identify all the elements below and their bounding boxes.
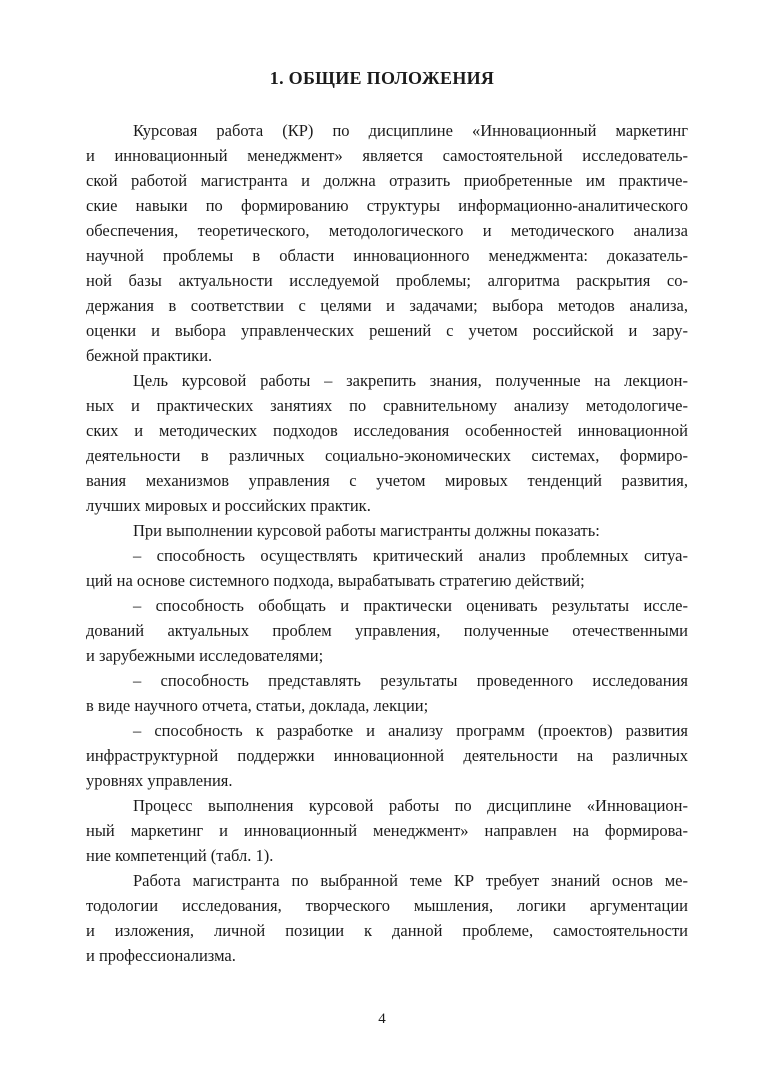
paragraph <box>86 593 688 668</box>
text-line: При выполнении курсовой работы магистранты должны показать: <box>133 521 600 540</box>
text-line: держания в соответствии с целями и задачами; выбора методов анализа, <box>86 296 688 315</box>
text-line: – способность осуществлять критический анализ проблемных ситуа- <box>133 546 688 565</box>
text-line: ской работой магистранта и должна отразить приобретенные им практиче- <box>86 171 688 190</box>
paragraph <box>86 668 688 718</box>
paragraph <box>86 718 688 793</box>
section-heading: 1. ОБЩИЕ ПОЛОЖЕНИЯ <box>269 68 495 88</box>
text-line: научной проблемы в области инновационного менеджмента: доказатель- <box>86 246 688 265</box>
text-line: ной базы актуальности исследуемой проблемы; алгоритма раскрытия со- <box>86 271 688 290</box>
text-line: Работа магистранта по выбранной теме КР требует знаний основ ме- <box>133 871 688 890</box>
text-line: ный маркетинг и инновационный менеджмент» направлен на формирова- <box>86 821 688 840</box>
paragraph <box>86 368 688 518</box>
text-line: Курсовая работа (КР) по дисциплине «Инновационный маркетинг <box>133 121 688 140</box>
document-body <box>86 118 688 968</box>
text-line: в виде научного отчета, статьи, доклада, лекции; <box>86 696 429 715</box>
text-line: обеспечения, теоретического, методологического и методического анализа <box>86 221 688 240</box>
text-line: Процесс выполнения курсовой работы по дисциплине «Инновацион- <box>133 796 688 815</box>
text-line: и инновационный менеджмент» является самостоятельной исследователь- <box>86 146 688 165</box>
text-line: ние компетенций (табл. 1). <box>86 846 274 865</box>
text-line: ций на основе системного подхода, вырабатывать стратегию действий; <box>86 571 585 590</box>
page-footer <box>0 1010 764 1028</box>
text-line: ские навыки по формированию структуры информационно-аналитического <box>86 196 688 215</box>
text-line: тодологии исследования, творческого мышления, логики аргументации <box>86 896 688 915</box>
text-line: Цель курсовой работы – закрепить знания, полученные на лекцион- <box>133 371 688 390</box>
text-line: – способность обобщать и практически оценивать результаты иссле- <box>133 596 688 615</box>
text-line: уровнях управления. <box>86 771 233 790</box>
paragraph <box>86 118 688 368</box>
text-line: лучших мировых и российских практик. <box>86 496 371 515</box>
text-line: и зарубежными исследователями; <box>86 646 324 665</box>
text-line: ских и методических подходов исследования особенностей инновационной <box>86 421 688 440</box>
text-line: – способность к разработке и анализу программ (проектов) развития <box>133 721 688 740</box>
text-line: дований актуальных проблем управления, полученные отечественными <box>86 621 688 640</box>
paragraph <box>86 543 688 593</box>
text-line: деятельности в различных социально-экономических системах, формиро- <box>86 446 688 465</box>
paragraph <box>86 793 688 868</box>
text-line: – способность представлять результаты проведенного исследования <box>133 671 688 690</box>
page-number: 4 <box>378 1011 386 1027</box>
text-line: инфраструктурной поддержки инновационной деятельности на различных <box>86 746 688 765</box>
text-line: оценки и выбора управленческих решений с учетом российской и зару- <box>86 321 688 340</box>
text-line: вания механизмов управления с учетом мировых тенденций развития, <box>86 471 688 490</box>
text-line: ных и практических занятиях по сравнительному анализу методологиче- <box>86 396 688 415</box>
paragraph <box>86 518 688 543</box>
paragraph <box>86 868 688 968</box>
text-line: и изложения, личной позиции к данной проблеме, самостоятельности <box>86 921 688 940</box>
text-line: бежной практики. <box>86 346 213 365</box>
text-line: и профессионализма. <box>86 946 236 965</box>
